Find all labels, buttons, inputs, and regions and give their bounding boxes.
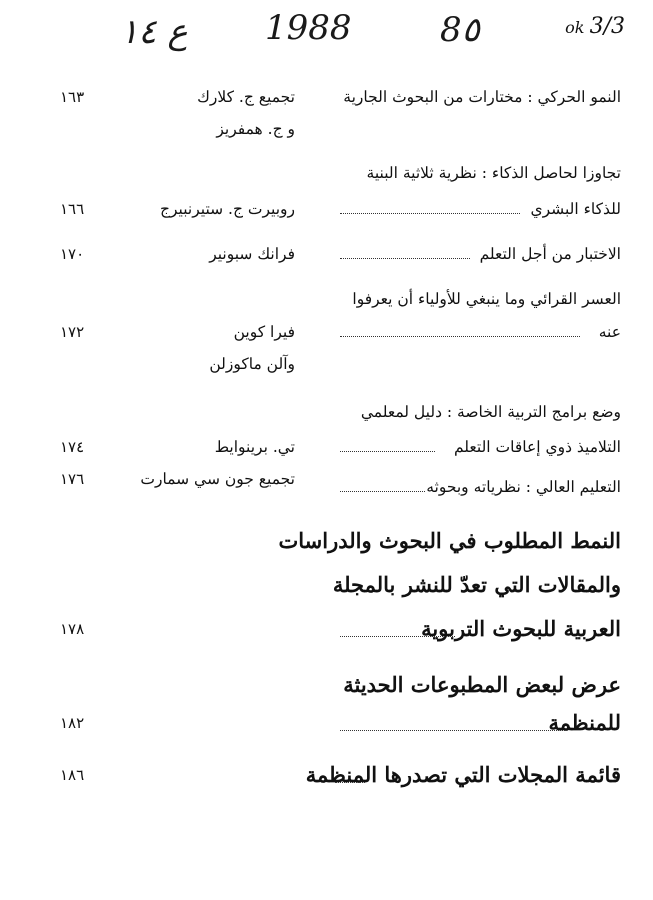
entry-5-page: ١٧٤: [60, 438, 85, 456]
page-ref-fraction: 3/3: [589, 14, 625, 39]
entry-4-title: عنه: [598, 323, 621, 341]
entry-2-page: ١٦٦: [60, 200, 85, 218]
section-2-heading: للمنظمة: [548, 710, 621, 735]
entry-6-page: ١٧٦: [60, 470, 85, 488]
section-3-heading: قائمة المجلات التي تصدرها المنظمة: [305, 762, 621, 787]
section-1-heading: النمط المطلوب في البحوث والدراسات: [278, 528, 621, 553]
page-ref-ok: ok: [565, 18, 585, 37]
page-reference: [565, 14, 625, 39]
section-2-heading: عرض لبعض المطبوعات الحديثة: [343, 672, 621, 697]
entry-4-author: فيرا كوين: [233, 323, 295, 341]
handwritten-code: ﻉ ١٤: [120, 12, 188, 52]
leader-dots: [340, 724, 565, 731]
entry-1-author: تجميع ج. كلارك: [197, 88, 295, 106]
entry-4-page: ١٧٢: [60, 323, 85, 341]
leader-dots: [340, 207, 520, 214]
leader-dots: [340, 630, 455, 637]
entry-4-author: وآلن ماكوزلن: [209, 355, 295, 373]
section-1-page: ١٧٨: [60, 620, 85, 638]
entry-3-page: ١٧٠: [60, 245, 85, 263]
handwritten-number: 8٥: [440, 10, 480, 50]
section-1-heading: والمقالات التي تعدّ للنشر بالمجلة: [332, 572, 621, 597]
entry-5-title: وضع برامج التربية الخاصة : دليل لمعلمي: [360, 403, 621, 421]
entry-6-title: التعليم العالي : نظرياته وبحوثه: [426, 478, 621, 496]
entry-4-title: العسر القرائي وما ينبغي للأولياء أن يعرفوا: [352, 290, 621, 308]
entry-2-title: للذكاء البشري: [530, 200, 621, 218]
entry-1-page: ١٦٣: [60, 88, 85, 106]
entry-2-author: روبيرت ج. ستيرنبيرج: [159, 200, 295, 218]
leader-dots: [340, 252, 470, 259]
section-3-page: ١٨٦: [60, 766, 85, 784]
entry-6-author: تجميع جون سي سمارت: [140, 470, 295, 488]
leader-dots: [340, 445, 435, 452]
handwritten-year: 1988: [265, 8, 352, 48]
entry-2-title: تجاوزا لحاصل الذكاء : نظرية ثلاثية البنية: [366, 164, 621, 182]
entry-1-title: النمو الحركي : مختارات من البحوث الجارية: [343, 88, 621, 106]
entry-5-title: التلاميذ ذوي إعاقات التعلم: [453, 438, 621, 456]
leader-dots: [340, 330, 580, 337]
entry-1-author: و ج. همفريز: [216, 120, 295, 138]
leader-dots: [335, 776, 365, 783]
section-2-page: ١٨٢: [60, 714, 85, 732]
section-1-heading: العربية للبحوث التربوية: [421, 616, 621, 641]
entry-3-title: الاختبار من أجل التعلم: [479, 245, 621, 263]
leader-dots: [340, 485, 425, 492]
entry-5-author: تي. برينوايط: [214, 438, 295, 456]
entry-3-author: فرانك سبونير: [209, 245, 295, 263]
